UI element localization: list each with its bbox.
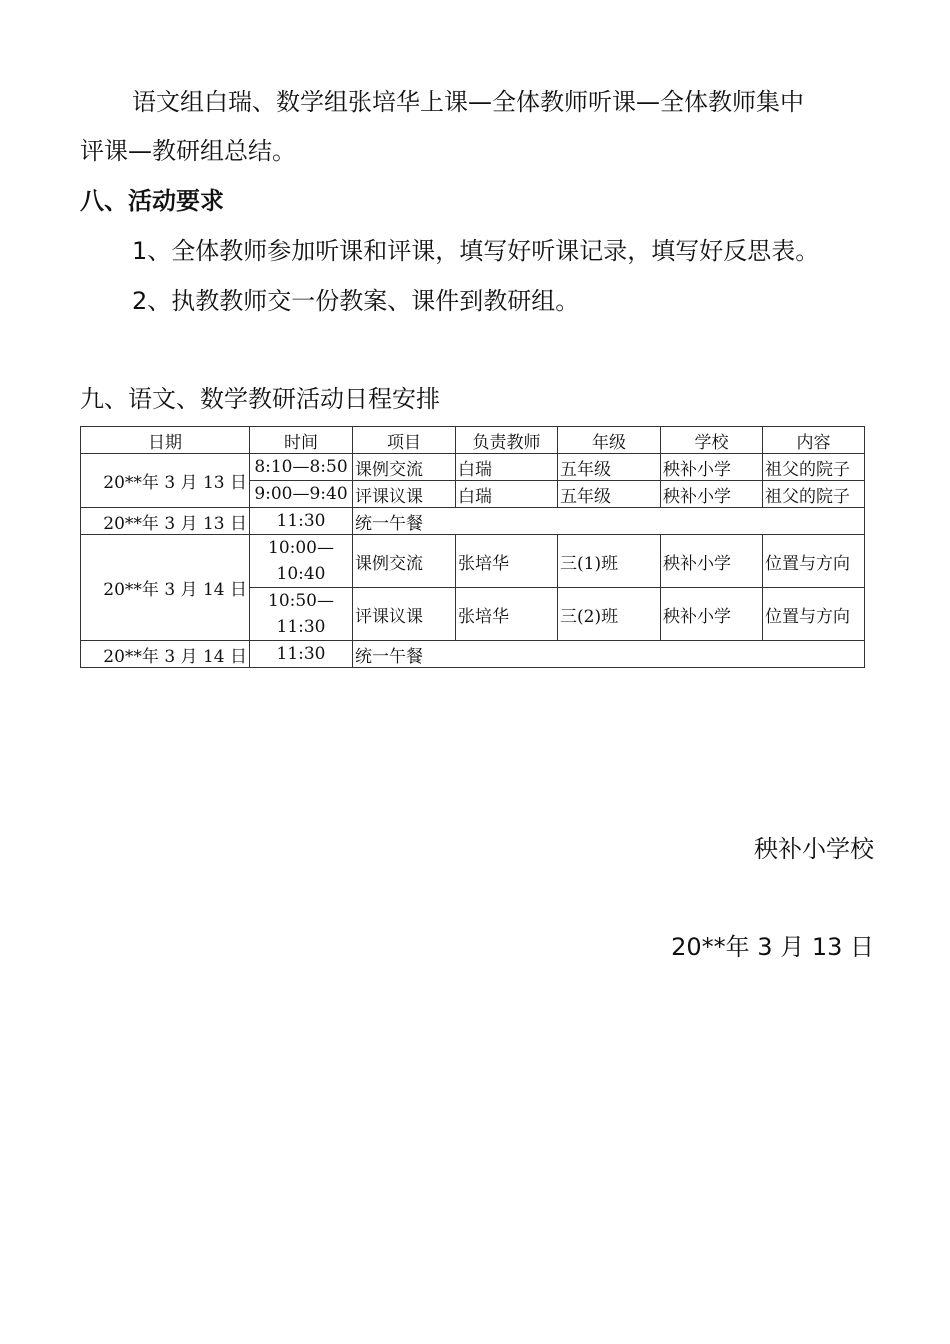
- header-date: 日期: [81, 427, 250, 454]
- item-cell: 课例交流: [353, 535, 456, 588]
- signature-school: 秧补小学校: [754, 835, 874, 863]
- signature-date: 20**年 3 月 13 日: [671, 933, 874, 961]
- school-cell: 秧补小学: [661, 535, 763, 588]
- header-content: 内容: [763, 427, 865, 454]
- school-cell: 秧补小学: [661, 481, 763, 508]
- time-start: 10:50—: [268, 591, 334, 611]
- content-cell: 祖父的院子: [763, 481, 865, 508]
- grade-cell: 五年级: [558, 481, 661, 508]
- date-cell: 20**年 3 月 13 日: [81, 508, 250, 535]
- header-item: 项目: [353, 427, 456, 454]
- table-row: [81, 508, 865, 535]
- time-cell: 8:10—8:50: [250, 454, 353, 481]
- paragraph-line: 语文组白瑞、数学组张培华上课—全体教师听课—全体教师集中: [132, 88, 804, 116]
- note-cell: 统一午餐: [353, 641, 865, 668]
- paragraph-line: 评课—教研组总结。: [80, 137, 296, 165]
- time-start: 10:00—: [268, 538, 334, 558]
- header-time: 时间: [250, 427, 353, 454]
- school-cell: 秧补小学: [661, 454, 763, 481]
- table-row: [81, 535, 865, 588]
- grade-cell: 三(1)班: [558, 535, 661, 588]
- teacher-cell: 张培华: [456, 588, 558, 641]
- grade-cell: 三(2)班: [558, 588, 661, 641]
- teacher-cell: 张培华: [456, 535, 558, 588]
- date-cell: 20**年 3 月 14 日: [81, 535, 250, 641]
- date-cell: 20**年 3 月 13 日: [81, 454, 250, 508]
- time-cell: 11:30: [250, 641, 353, 668]
- teacher-cell: 白瑞: [456, 481, 558, 508]
- note-cell: 统一午餐: [353, 508, 865, 535]
- item-cell: 评课议课: [353, 481, 456, 508]
- time-cell: [250, 535, 353, 588]
- content-cell: 位置与方向: [763, 535, 865, 588]
- grade-cell: 五年级: [558, 454, 661, 481]
- content-cell: 祖父的院子: [763, 454, 865, 481]
- section-heading-9: 九、语文、数学教研活动日程安排: [80, 385, 440, 413]
- time-end: 11:30: [276, 617, 326, 637]
- time-cell: 9:00—9:40: [250, 481, 353, 508]
- item-cell: 评课议课: [353, 588, 456, 641]
- item-cell: 课例交流: [353, 454, 456, 481]
- content-cell: 位置与方向: [763, 588, 865, 641]
- table-row: [81, 454, 865, 481]
- school-cell: 秧补小学: [661, 588, 763, 641]
- header-grade: 年级: [558, 427, 661, 454]
- table-row: [81, 641, 865, 668]
- table-header-row: [81, 427, 865, 454]
- requirement-1: 1、全体教师参加听课和评课，填写好听课记录，填写好反思表。: [132, 237, 820, 265]
- section-heading-8: 八、活动要求: [80, 187, 224, 215]
- time-cell: 11:30: [250, 508, 353, 535]
- date-cell: 20**年 3 月 14 日: [81, 641, 250, 668]
- time-cell: [250, 588, 353, 641]
- header-teacher: 负责教师: [456, 427, 558, 454]
- time-end: 10:40: [276, 564, 326, 584]
- schedule-table: [80, 426, 865, 668]
- header-school: 学校: [661, 427, 763, 454]
- teacher-cell: 白瑞: [456, 454, 558, 481]
- requirement-2: 2、执教教师交一份教案、课件到教研组。: [132, 287, 580, 315]
